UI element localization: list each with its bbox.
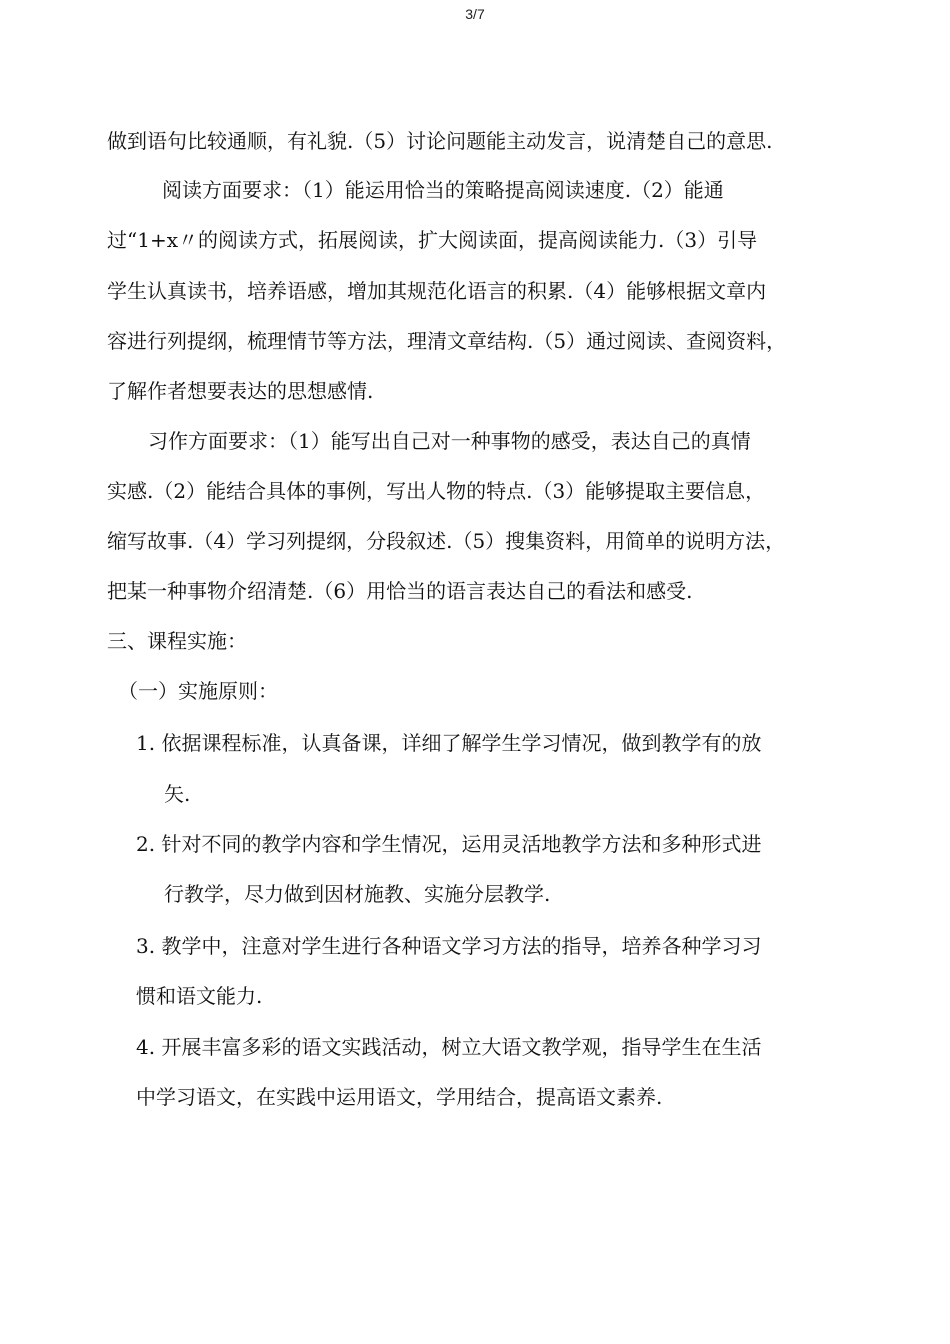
list-item: 3. 教学中，注意对学生进行各种语文学习方法的指导，培养各种学习习 xyxy=(136,934,762,958)
text-line: 实感.（2）能结合具体的事例，写出人物的特点.（3）能够提取主要信息， xyxy=(107,479,766,503)
text-line: 学生认真读书，培养语感，增加其规范化语言的积累.（4）能够根据文章内 xyxy=(107,279,767,303)
text-line: 阅读方面要求：（1）能运用恰当的策略提高阅读速度.（2）能通 xyxy=(162,178,724,202)
section-heading: 三、课程实施： xyxy=(107,629,247,653)
list-item-continuation: 中学习语文，在实践中运用语文，学用结合，提高语文素养. xyxy=(136,1085,663,1109)
list-item-continuation: 惯和语文能力. xyxy=(136,984,263,1008)
subsection-heading: （一）实施原则： xyxy=(118,679,278,703)
text-line: 习作方面要求：（1）能写出自己对一种事物的感受，表达自己的真情 xyxy=(148,429,751,453)
text-line: 把某一种事物介绍清楚.（6）用恰当的语言表达自己的看法和感受. xyxy=(107,579,693,603)
list-item: 2. 针对不同的教学内容和学生情况，运用灵活地教学方法和多种形式进 xyxy=(136,832,762,856)
text-line: 缩写故事.（4）学习列提纲，分段叙述.（5）搜集资料，用简单的说明方法， xyxy=(107,529,786,553)
list-item: 4. 开展丰富多彩的语文实践活动，树立大语文教学观，指导学生在生活 xyxy=(136,1035,762,1059)
list-item-continuation: 行教学，尽力做到因材施教、实施分层教学. xyxy=(164,882,551,906)
list-item-continuation: 矢. xyxy=(164,782,191,806)
text-line: 做到语句比较通顺，有礼貌.（5）讨论问题能主动发言，说清楚自己的意思. xyxy=(107,129,773,153)
list-item: 1. 依据课程标准，认真备课，详细了解学生学习情况，做到教学有的放 xyxy=(136,731,762,755)
page-number: 3/7 xyxy=(465,6,485,22)
text-line: 了解作者想要表达的思想感情. xyxy=(107,379,374,403)
text-line: 过“1+x〃的阅读方式，拓展阅读，扩大阅读面，提高阅读能力.（3）引导 xyxy=(107,228,758,252)
text-line: 容进行列提纲，梳理情节等方法，理清文章结构.（5）通过阅读、查阅资料， xyxy=(107,329,787,353)
